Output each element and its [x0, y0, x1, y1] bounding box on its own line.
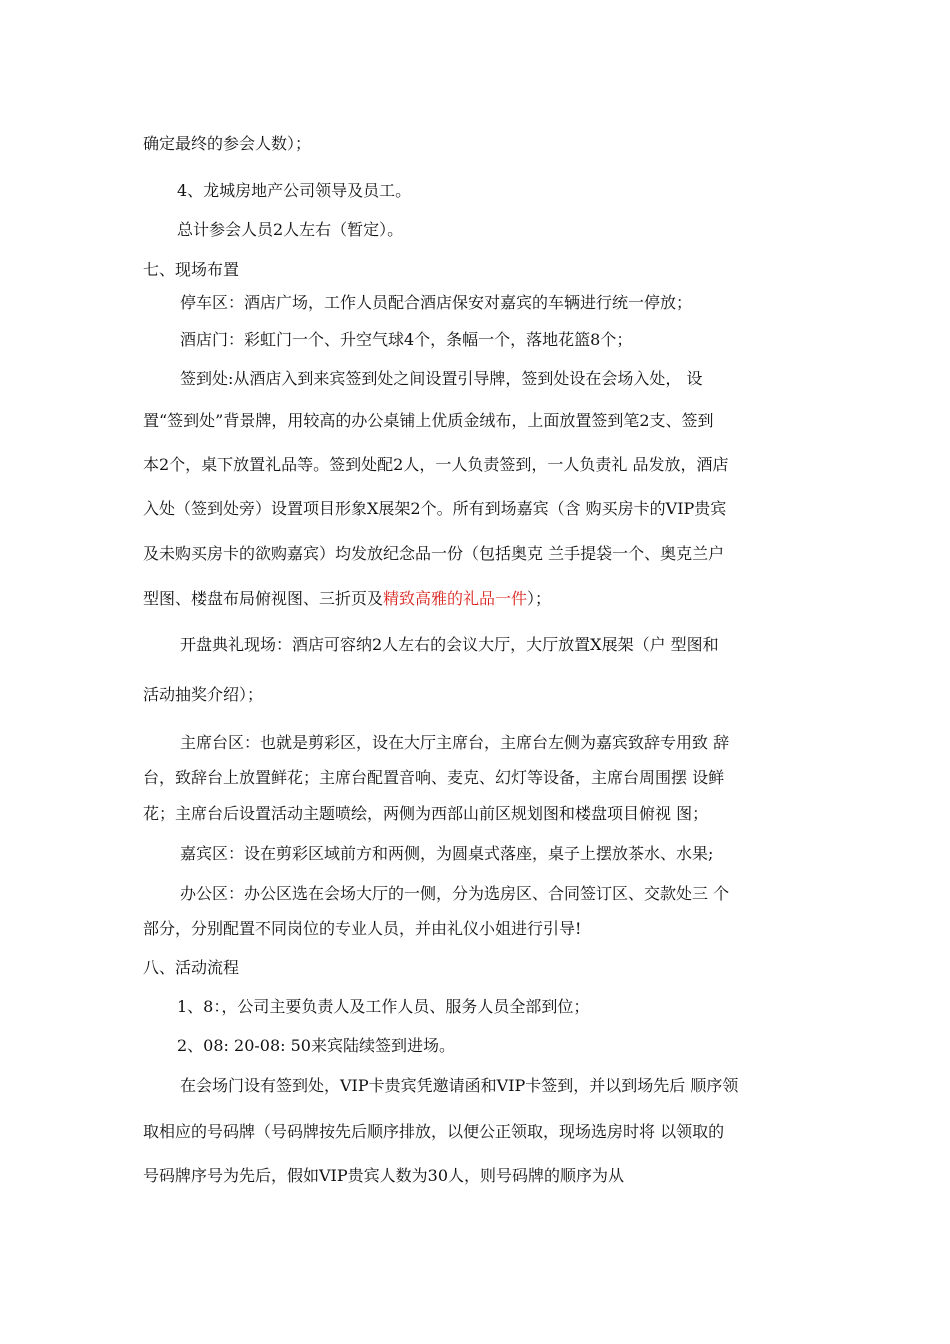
text-line: 酒店门：彩虹门一个、升空气球4个，条幅一个，落地花篮8个； — [180, 330, 633, 349]
text-line: 4、龙城房地产公司领导及员工。 — [177, 181, 412, 200]
text-line: 入处（签到处旁）设置项目形象X展架2个。所有到场嘉宾（含 购买房卡的VIP贵宾 — [143, 499, 727, 518]
text-line: 确定最终的参会人数）； — [143, 134, 312, 153]
text-line: 活动抽奖介绍）； — [143, 685, 264, 704]
text-line: 花；主席台后设置活动主题喷绘，两侧为西部山前区规划图和楼盘项目俯视 图； — [143, 804, 709, 823]
text-segment: 型图、楼盘布局俯视图、三折页及 — [143, 589, 384, 608]
text-line: 1、8：，公司主要负责人及工作人员、服务人员全部到位； — [177, 997, 590, 1016]
text-line: 签到处:从酒店入到来宾签到处之间设置引导牌，签到处设在会场入处， 设 — [180, 369, 703, 388]
text-line: 置“签到处”背景牌，用较高的办公桌铺上优质金绒布，上面放置签到笔2支、签到 — [143, 411, 714, 430]
section-heading: 八、活动流程 — [143, 958, 240, 977]
text-line: 取相应的号码牌（号码牌按先后顺序排放，以便公正领取，现场选房时将 以领取的 — [143, 1122, 725, 1141]
text-line: 本2个，桌下放置礼品等。签到处配2人，一人负责签到，一人负责礼 品发放，酒店 — [143, 455, 729, 474]
text-line: 2、08: 20-08: 50来宾陆续签到进场。 — [177, 1036, 455, 1055]
text-segment: ）； — [527, 589, 552, 608]
highlighted-text: 精致高雅的礼品一件 — [383, 589, 528, 608]
text-line: 总计参会人员2人左右（暂定）。 — [177, 220, 404, 239]
text-line: 号码牌序号为先后，假如VIP贵宾人数为30人，则号码牌的顺序为从 — [143, 1166, 625, 1185]
section-heading: 七、现场布置 — [143, 260, 240, 279]
text-line: 部分，分别配置不同岗位的专业人员，并由礼仪小姐进行引导! — [143, 919, 582, 938]
text-line: 停车区：酒店广场，工作人员配合酒店保安对嘉宾的车辆进行统一停放； — [180, 293, 693, 312]
text-line: 办公区：办公区选在会场大厅的一侧，分为选房区、合同签订区、交款处三 个 — [180, 884, 730, 903]
text-line — [143, 588, 551, 610]
text-line: 在会场门设有签到处，VIP卡贵宾凭邀请函和VIP卡签到，并以到场先后 顺序领 — [180, 1076, 739, 1095]
text-line: 开盘典礼现场：酒店可容纳2人左右的会议大厅，大厅放置X展架（户 型图和 — [180, 635, 719, 654]
text-line: 台，致辞台上放置鲜花；主席台配置音响、麦克、幻灯等设备，主席台周围摆 设鲜 — [143, 768, 725, 787]
text-line: 及未购买房卡的欲购嘉宾）均发放纪念品一份（包括奥克 兰手提袋一个、奥克兰户 — [143, 544, 725, 563]
text-line: 主席台区：也就是剪彩区，设在大厅主席台，主席台左侧为嘉宾致辞专用致 辞 — [180, 733, 730, 752]
text-line: 嘉宾区：设在剪彩区域前方和两侧，为圆桌式落座，桌子上摆放茶水、水果; — [180, 844, 714, 863]
